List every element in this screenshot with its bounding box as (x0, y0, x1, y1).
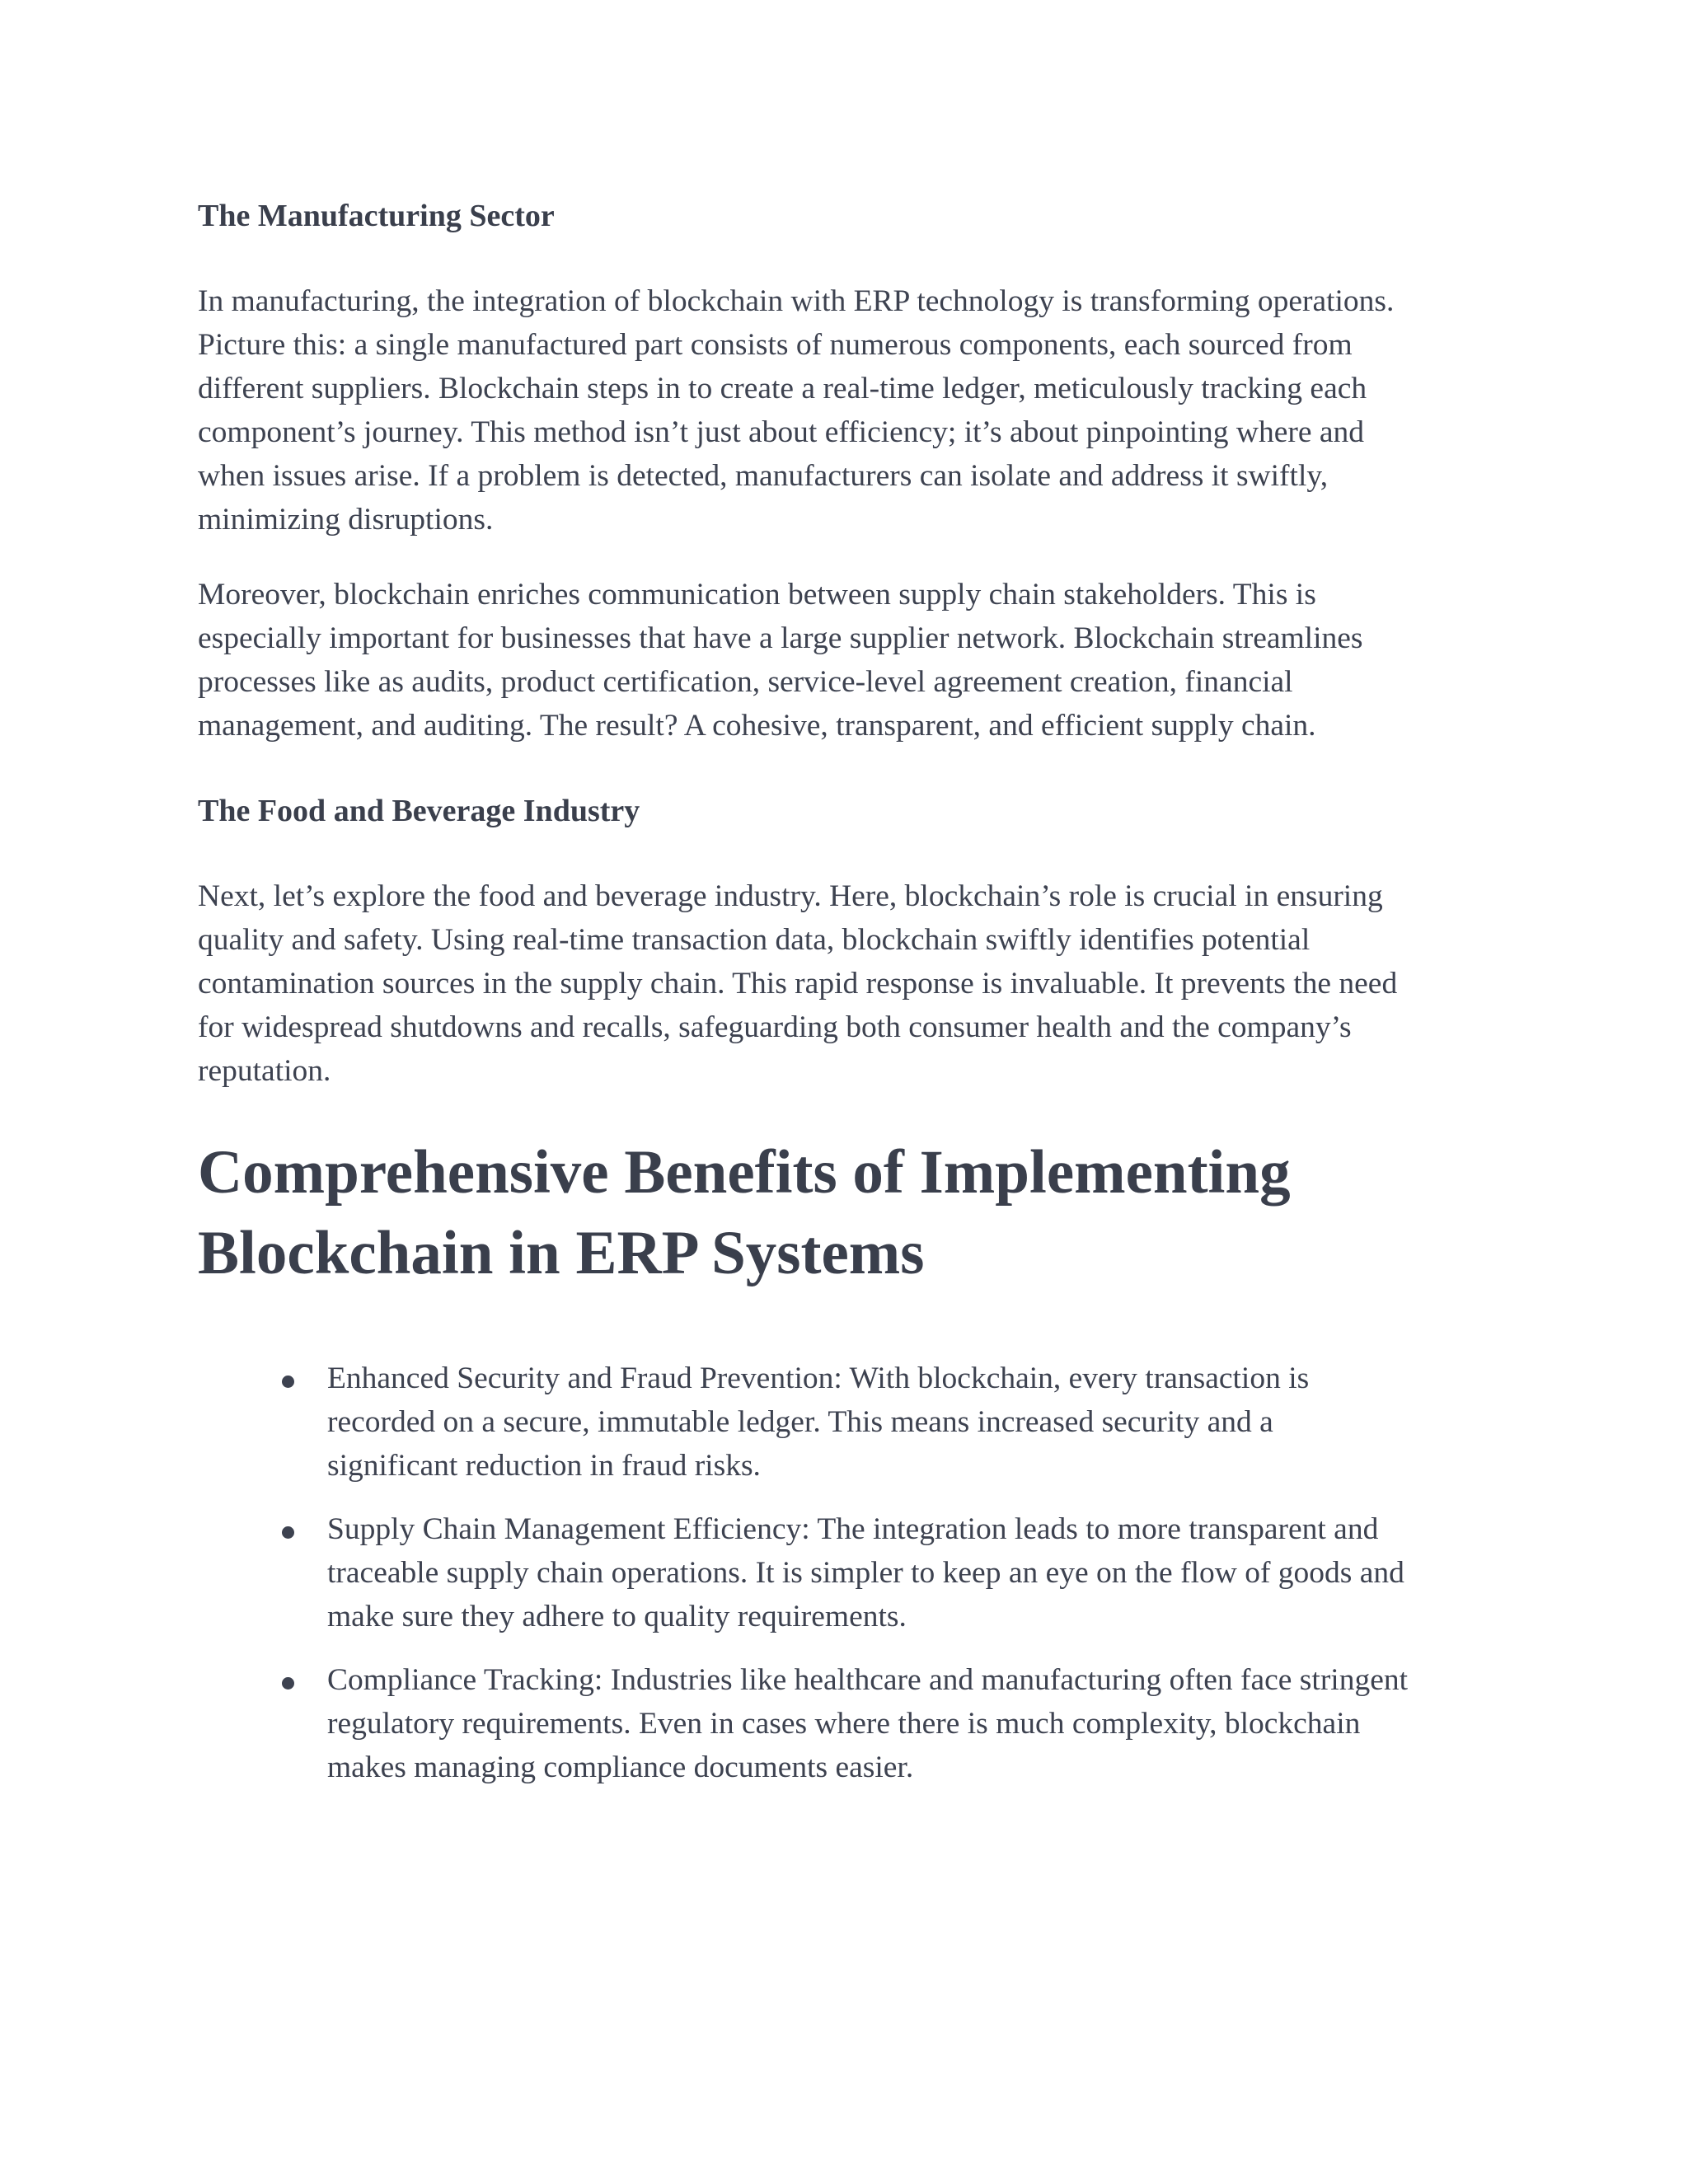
heading-line: Blockchain in ERP Systems (198, 1219, 925, 1287)
bullet-icon (282, 1376, 294, 1388)
bullet-icon (282, 1526, 294, 1539)
text-line: regulatory requirements. Even in cases where there is much complexity, blockchain (327, 1707, 1361, 1741)
text-line: minimizing disruptions. (198, 503, 494, 537)
text-line: Supply Chain Management Efficiency: The integration leads to more transparent and (327, 1512, 1379, 1546)
list-item (198, 1507, 1500, 1638)
text-line: make sure they adhere to quality requirements. (327, 1600, 907, 1633)
text-line: quality and safety. Using real-time transaction data, blockchain swiftly identifies potential (198, 923, 1311, 957)
benefits-list (198, 1357, 1500, 1789)
text-line: for widespread shutdowns and recalls, safeguarding both consumer health and the company’s (198, 1010, 1352, 1044)
text-line: significant reduction in fraud risks. (327, 1449, 761, 1483)
section-heading-manufacturing: The Manufacturing Sector (198, 199, 555, 233)
text-line: In manufacturing, the integration of blockchain with ERP technology is transforming operations. (198, 284, 1395, 318)
text-line: traceable supply chain operations. It is simpler to keep an eye on the flow of goods and (327, 1556, 1404, 1590)
paragraph-food-beverage (198, 874, 1500, 1093)
text-line: Compliance Tracking: Industries like healthcare and manufacturing often face stringent (327, 1663, 1409, 1697)
main-heading (198, 1132, 1500, 1294)
text-line: reputation. (198, 1054, 331, 1088)
paragraph-manufacturing-2 (198, 573, 1500, 748)
text-line: especially important for businesses that have a large supplier network. Blockchain streamlines (198, 621, 1363, 655)
list-item (198, 1658, 1500, 1789)
text-line: Picture this: a single manufactured part consists of numerous components, each sourced from (198, 328, 1353, 362)
text-line: makes managing compliance documents easier. (327, 1750, 914, 1784)
text-line: management, and auditing. The result? A cohesive, transparent, and efficient supply chain. (198, 709, 1316, 743)
bullet-icon (282, 1677, 294, 1690)
text-line: Enhanced Security and Fraud Prevention: With blockchain, every transaction is (327, 1361, 1310, 1395)
text-line: recorded on a secure, immutable ledger. This means increased security and a (327, 1405, 1273, 1439)
paragraph-manufacturing-1 (198, 279, 1500, 541)
text-line: contamination sources in the supply chain. This rapid response is invaluable. It prevents the need (198, 967, 1398, 1001)
document-page (198, 194, 1500, 1809)
heading-line: Comprehensive Benefits of Implementing (198, 1138, 1291, 1207)
section-heading-food-beverage: The Food and Beverage Industry (198, 794, 640, 828)
list-item (198, 1357, 1500, 1488)
text-line: processes like as audits, product certification, service-level agreement creation, financial (198, 665, 1293, 699)
text-line: component’s journey. This method isn’t just about efficiency; it’s about pinpointing where and (198, 415, 1365, 449)
text-line: Next, let’s explore the food and beverage industry. Here, blockchain’s role is crucial in ensuring (198, 879, 1383, 913)
text-line: different suppliers. Blockchain steps in to create a real-time ledger, meticulously tracking each (198, 372, 1367, 405)
text-line: Moreover, blockchain enriches communication between supply chain stakeholders. This is (198, 578, 1316, 612)
text-line: when issues arise. If a problem is detected, manufacturers can isolate and address it swiftly, (198, 459, 1329, 493)
